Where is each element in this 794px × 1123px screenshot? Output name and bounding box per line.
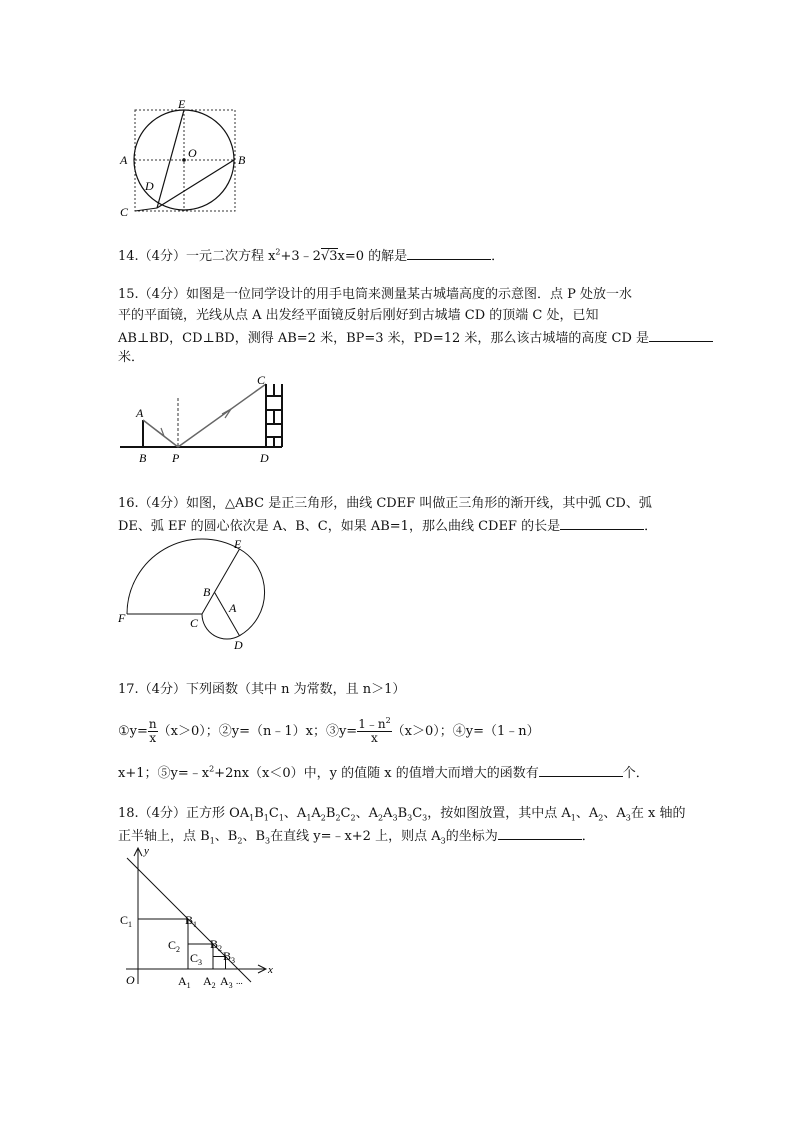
question-18-line1: 18.（4分）正方形 $OA_1B_1C_1$、$A_1A_2B_2C_2$、$A_2A_3B_3C_3$，按如图放置，其中点 $A_1$、$A_2$、$A_3$在 x 轴的	[118, 806, 686, 823]
arc-de	[240, 549, 265, 636]
fraction-1-minus-n2-over-x: $\frac{1﹣n^2}{x}$	[358, 716, 391, 745]
question-15-line4: 米．	[118, 350, 145, 365]
label-b2: $B_2$	[210, 937, 223, 953]
question-15-line1: 15.（4分）如图是一位同学设计的用手电筒来测量某古城墙高度的示意图．点 P 处放一水	[118, 287, 632, 302]
triangle-ba	[215, 592, 228, 614]
label-d: D	[145, 179, 154, 193]
label-d: D	[260, 451, 269, 465]
label-p: P	[172, 451, 180, 465]
label-x: x	[268, 964, 273, 976]
label-e: E	[234, 537, 242, 551]
ray-pc	[178, 384, 266, 447]
label-d: D	[234, 638, 243, 652]
answer-blank-16	[560, 517, 644, 530]
answer-blank-17	[539, 764, 623, 777]
involute-figure	[114, 536, 274, 656]
label-dots: ...	[236, 976, 243, 986]
center-dot	[182, 158, 186, 162]
question-15-line2: 平的平面镜，光线从点 A 出发经平面镜反射后刚好到古城墙 CD 的顶端 C 处，已知	[118, 308, 599, 323]
question-16-line2: DE、弧 EF 的圆心依次是 A、B、C，如果 AB=1，那么曲线 CDEF 的长是 ．	[118, 519, 658, 534]
arrow-pc	[222, 409, 231, 418]
label-a1: $A_1$	[178, 974, 191, 990]
label-c: C	[257, 373, 266, 387]
label-c1: $C_1$	[120, 913, 133, 929]
label-o: O	[188, 146, 197, 160]
label-b: B	[238, 153, 246, 167]
circle-figure	[112, 96, 252, 221]
label-c2: $C_2$	[168, 938, 181, 954]
label-a: A	[229, 601, 237, 615]
label-b1: $B_1$	[185, 913, 198, 929]
question-17-line3: x+1；$⑤y=﹣x^2+2nx(x<0)$中，y 的值随 x 的值增大而增大的函数有 个．	[118, 764, 649, 781]
square-1	[138, 919, 188, 969]
answer-blank-15	[649, 329, 713, 342]
question-15-line3: AB⊥BD，CD⊥BD，测得 AB=2 米，BP=3 米，PD=12 米，那么该古城墙的高度 CD 是	[118, 329, 713, 347]
label-c: C	[190, 616, 199, 630]
question-17-line2: ①y= $\frac{n}{x}$ （x＞0）；②y=（n﹣1）x；③y= $\frac{1﹣n^2}{x}$ （x＞0）；④y=（1﹣n）	[118, 716, 540, 745]
sqrt-symbol: √3	[320, 249, 338, 264]
answer-blank-18	[498, 827, 582, 840]
label-b: B	[139, 451, 147, 465]
label-b3: $B_3$	[223, 949, 236, 965]
question-14: 14.（4分）一元二次方程 $x^2+3﹣2√3x=0$ 的解是 ．	[118, 247, 505, 264]
label-c: C	[120, 205, 129, 219]
wall-figure	[114, 372, 294, 467]
question-16-line1: 16.（4分）如图，△ABC 是正三角形，曲线 CDEF 叫做正三角形的渐开线，其中弧 CD、弧	[118, 496, 652, 511]
label-a3: $A_3$	[220, 974, 233, 990]
label-a2: $A_2$	[203, 974, 216, 990]
label-b: B	[203, 585, 211, 599]
arc-ef	[127, 539, 240, 614]
label-a: A	[136, 406, 144, 420]
segment-be	[215, 549, 240, 592]
label-f: F	[118, 611, 126, 625]
label-e: E	[178, 97, 186, 111]
label-o: O	[126, 973, 135, 987]
answer-blank-14	[407, 247, 491, 260]
label-c3: $C_3$	[190, 951, 203, 967]
label-y: y	[144, 845, 149, 857]
squares-figure	[112, 842, 282, 992]
arrow-ap	[156, 428, 164, 436]
question-18-line2: 正半轴上，点 $B_1$、$B_2$、$B_3$在直线 y=﹣x+2 上，则点 $A_3$的坐标为 ．	[118, 829, 595, 846]
label-a: A	[120, 153, 128, 167]
segment-ad	[227, 614, 240, 636]
fraction-n-over-x: $\frac{n}{x}$	[148, 717, 157, 745]
question-17-line1: 17.（4分）下列函数（其中 n 为常数，且 n＞1）	[118, 682, 406, 697]
